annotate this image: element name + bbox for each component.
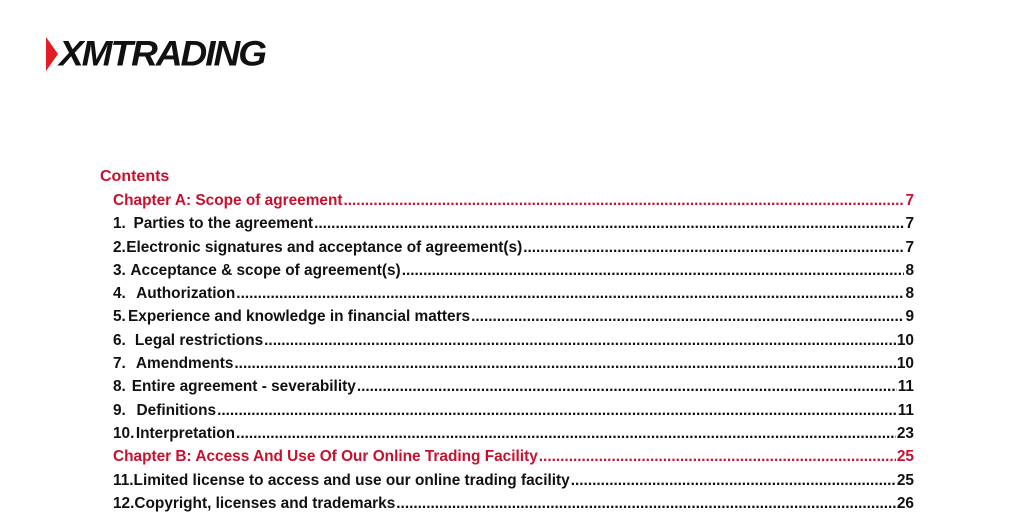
toc-page-number: 23 [896, 424, 914, 442]
toc-entry-title: Parties to the agreement [133, 215, 314, 233]
dot-leader [217, 399, 897, 422]
toc-page-number: 25 [896, 448, 914, 466]
toc-entry-number: 11. [113, 471, 134, 489]
dot-leader [539, 445, 896, 468]
toc-entry-number: 12. [113, 494, 135, 512]
toc-entry-number: 1. [113, 215, 126, 233]
toc-page-number: 8 [905, 261, 914, 279]
toc-entry-title: Copyright, licenses and trademarks [134, 494, 396, 512]
toc-entry-title: Amendments [135, 355, 234, 373]
toc-entry-title: Definitions [136, 401, 217, 419]
dot-leader [396, 492, 896, 515]
dot-leader [314, 212, 904, 235]
dot-leader [236, 422, 896, 445]
toc-entry-title: Chapter A: Scope of agreement [113, 192, 343, 209]
dot-leader [471, 305, 904, 328]
dot-leader [357, 375, 897, 398]
toc-entry-title: Legal restrictions [134, 331, 264, 349]
toc-entry-title: Interpretation [135, 424, 236, 442]
toc-entry[interactable] [100, 259, 914, 282]
toc-entry[interactable] [100, 282, 914, 305]
toc-entry-number: 2. [113, 238, 126, 256]
toc-page-number: 9 [905, 308, 914, 326]
table-of-contents [100, 166, 914, 515]
toc-entry-title: Electronic signatures and acceptance of agreement(s) [126, 238, 523, 256]
toc-page-number: 7 [905, 215, 914, 233]
toc-entry-title: Chapter B: Access And Use Of Our Online Trading Facility [113, 448, 538, 466]
toc-page-number: 26 [896, 494, 914, 512]
toc-entry[interactable] [100, 352, 914, 375]
toc-page-number: 10 [896, 355, 914, 373]
logo-wordmark: XMTRADING [59, 34, 266, 73]
toc-entry-number: 6. [113, 331, 126, 349]
dot-leader [236, 282, 904, 305]
logo-mark-icon [44, 37, 60, 71]
toc-entry-title: Limited license to access and use our online trading facility [133, 471, 570, 489]
toc-page-number: 7 [905, 192, 914, 209]
toc-page-number: 8 [905, 285, 914, 303]
toc-page-number: 11 [897, 401, 914, 419]
toc-entry[interactable] [100, 236, 914, 259]
toc-entry[interactable] [100, 212, 914, 235]
toc-entry-number: 4. [113, 285, 126, 303]
dot-leader [343, 189, 904, 212]
toc-entry-title: Acceptance & scope of agreement(s) [130, 261, 401, 279]
toc-entry-number: 9. [113, 401, 126, 419]
contents-heading: Contents [100, 168, 170, 185]
toc-entry-number: 5. [113, 308, 126, 326]
toc-page-number: 10 [896, 331, 914, 349]
toc-entry-title: Entire agreement - severability [131, 378, 356, 396]
toc-entry[interactable] [100, 492, 914, 515]
toc-entry[interactable] [100, 399, 914, 422]
toc-entry-number: 3. [113, 261, 126, 279]
toc-chapter-entry[interactable] [100, 445, 914, 468]
toc-page-number: 7 [905, 238, 914, 256]
xmtrading-logo [44, 36, 265, 72]
toc-entry[interactable] [100, 305, 914, 328]
toc-list [100, 189, 914, 515]
dot-leader [571, 469, 896, 492]
dot-leader [234, 352, 895, 375]
dot-leader [402, 259, 905, 282]
toc-entry-number: 7. [113, 355, 126, 373]
toc-page-number: 11 [897, 378, 914, 396]
toc-chapter-entry[interactable] [100, 189, 914, 212]
toc-entry-title: Authorization [136, 285, 236, 303]
toc-page-number: 25 [896, 471, 914, 489]
toc-entry-number: 8. [113, 378, 126, 396]
toc-entry-number: 10. [113, 424, 135, 442]
toc-entry[interactable] [100, 422, 914, 445]
toc-entry-title: Experience and knowledge in financial matters [128, 308, 471, 326]
dot-leader [264, 329, 896, 352]
dot-leader [523, 236, 904, 259]
toc-entry[interactable] [100, 329, 914, 352]
toc-entry[interactable] [100, 469, 914, 492]
toc-entry[interactable] [100, 375, 914, 398]
